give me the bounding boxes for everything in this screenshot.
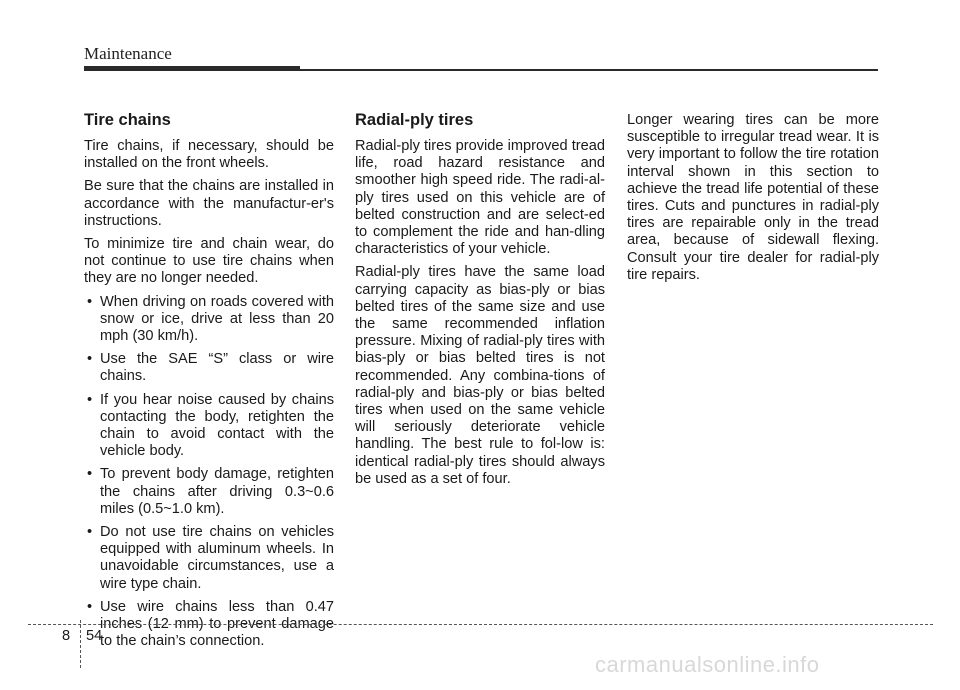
footer-divider (28, 624, 933, 625)
column-radial-ply-continued (627, 112, 879, 290)
watermark: carmanualsonline.info (595, 652, 820, 677)
column-tire-chains (84, 110, 334, 656)
section-title: Maintenance (84, 44, 172, 63)
tire-chains-paragraph-3: To minimize tire and chain wear, do not continue to use tire chains when they are no longer needed. (84, 236, 334, 287)
radial-ply-paragraph-3: Longer wearing tires can be more susceptible to irregular tread wear. It is very important to follow the tire rotation interval shown in this section to achieve the tread life potential of these tires. Cuts and punctures in radial-ply tires are repairable only in the tread area, because of sidewall flexing. Consult your tire dealer for radial-ply tire repairs. (627, 112, 879, 283)
radial-ply-paragraph-1: Radial-ply tires provide improved tread life, road hazard resistance and smoother high speed ride. The radi-al-ply tires used on this vehicle are of belted construction and are select-ed to complement the ride and han-dling characteristics of your vehicle. (355, 138, 605, 258)
bullet-item: • Use the SAE “S” class or wire chains. (84, 351, 334, 385)
radial-ply-heading: Radial-ply tires (355, 111, 474, 129)
bullet-item: • Use wire chains less than 0.47 inches (12 mm) to prevent damage to the chain’s connection. (84, 599, 334, 651)
tire-chains-paragraph-1: Tire chains, if necessary, should be installed on the front wheels. (84, 138, 334, 172)
tire-chains-heading: Tire chains (84, 111, 171, 129)
tire-chains-paragraph-2: Be sure that the chains are installed in accordance with the manufactur-er's instructions. (84, 178, 334, 229)
header-rule-thick (84, 66, 300, 71)
footer-vertical-divider (80, 620, 81, 668)
radial-ply-paragraph-2: Radial-ply tires have the same load carrying capacity as bias-ply or bias belted tires of the same size and use the same recommended inflation pressure. Mixing of radial-ply tires with bias-ply or bias belted tires is not recommended. Any combina-tions of radial-ply and bias-ply or bias belted tires when used on the same vehicle will seriously deteriorate vehicle handling. The best rule to fol-low is: identical radial-ply tires should always be used as a set of four. (355, 264, 605, 487)
bullet-item: • If you hear noise caused by chains contacting the body, retighten the chain to avoid contact with the vehicle body. (84, 392, 334, 461)
page-number: 54 (86, 628, 103, 644)
header-rule-thin (300, 69, 878, 71)
column-radial-ply (355, 110, 605, 494)
tire-chains-bullet-list (84, 294, 334, 651)
chapter-number: 8 (62, 628, 71, 644)
bullet-item: • When driving on roads covered with snow or ice, drive at less than 20 mph (30 km/h). (84, 294, 334, 346)
bullet-item: • Do not use tire chains on vehicles equipped with aluminum wheels. In unavoidable circumstances, use a wire type chain. (84, 524, 334, 593)
bullet-item: • To prevent body damage, retighten the chains after driving 0.3~0.6 miles (0.5~1.0 km). (84, 466, 334, 518)
